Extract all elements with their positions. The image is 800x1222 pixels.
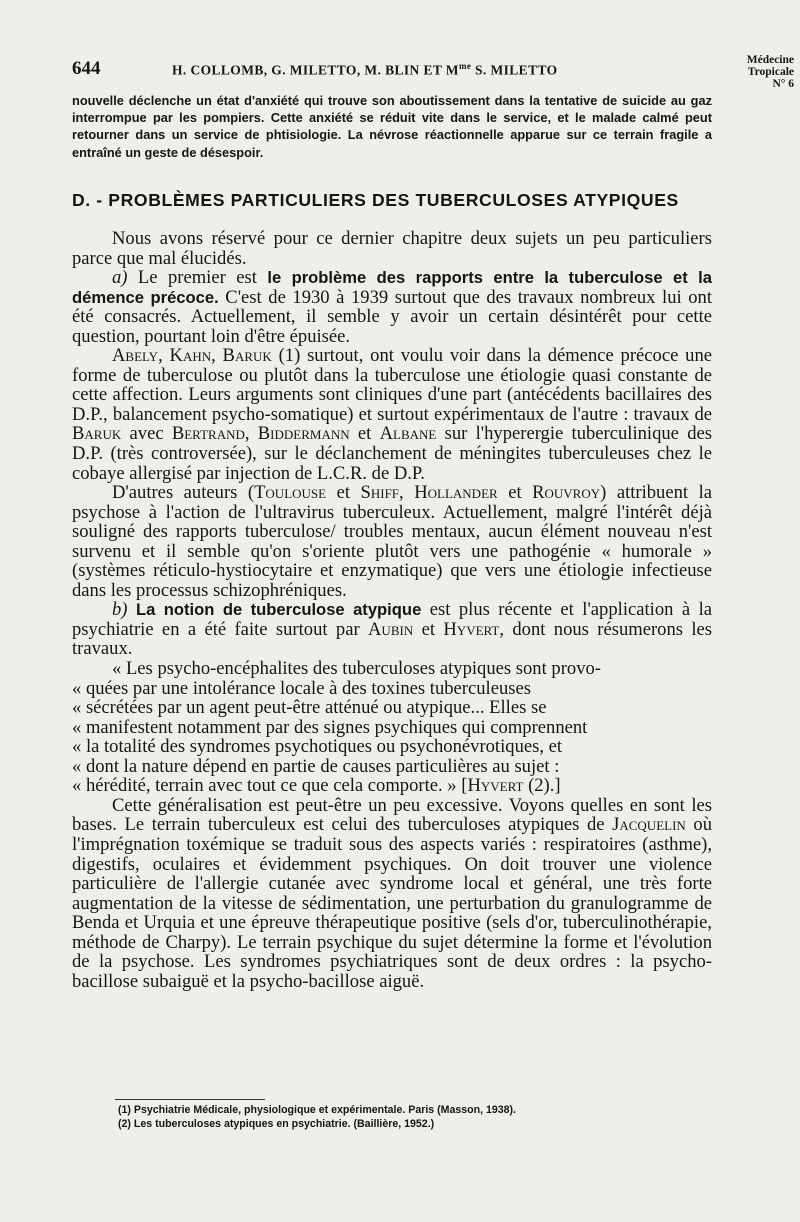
section-heading: D. - PROBLÈMES PARTICULIERS DES TUBERCULOSES ATYPIQUES <box>72 190 679 210</box>
paragraph-b: b) La notion de tuberculose atypique est plus récente et l'application à la psychiatrie en a été faite surtout par Aubin et Hyvert, dont nous résumerons les travaux. <box>72 599 713 660</box>
paragraph-abely: Abely, Kahn, Baruk (1) surtout, ont voulu voir dans la démence précoce une forme de tuberculose ou plutôt dans la tuberculose une étiologie quasi constante de cette affection. Leurs arguments sont cliniques d'une part (antécédents bacillaires des D.P., balancement psycho-somatique) et surtout expérimentaux de l'autre : travaux de Baruk avec Bertrand, Biddermann et Albane sur l'hyperergie tuberculinique des D.P. (très controversée), sur le déclanchement de méningites tuberculeuses chez le cobaye allergisé par injection de L.C.R. de D.P. <box>72 345 712 484</box>
running-head <box>72 58 712 82</box>
paragraph-generalisation: Cette généralisation est peut-être un peu excessive. Voyons quelles en sont les bases. Le terrain tuberculeux est celui des tuberculoses atypiques de Jacquelin où l'imprégnation toxémique se traduit sous des aspects variés : respiratoires (asthme), digestifs, oculaires et évidemment psychiques. On doit trouver une violence particulière de l'allergie cutanée avec syndrome local et général, une très forte augmentation de la vitesse de sédimentation, une perturbation du granulogramme de Benda et Urquia et une épreuve thérapeutique positive (sels d'or, tuberculinothérapie, méthode de Charpy). Le terrain psychique du sujet détermine la forme et l'évolution de la psychose. Les syndromes psychiatriques sont de deux ordres : la psycho-bacillose subaiguë et la psycho-bacillose aiguë. <box>72 794 712 992</box>
footnote-2: (2) Les tuberculoses atypiques en psychiatrie. (Baillière, 1952.) <box>118 1117 435 1130</box>
block-quote: « Les psycho-encéphalites des tuberculoses atypiques sont provo- « quées par une intolérance locale à des toxines tuberculeuses « sécrétées par un agent peut-être atténué ou atypique... Elles se « manifestent notamment par des signes psychiques qui comprennent « la totalité des syndromes psychotiques ou psychonévrotiques, et « dont la nature dépend en partie de causes particulières au sujet : « hérédité, terrain avec tout ce que cela comporte. » [Hyvert (2).] <box>72 658 601 797</box>
footnote-1: (1) Psychiatrie Médicale, physiologique et expérimentale. Paris (Masson, 1938). <box>118 1104 517 1116</box>
body-text <box>72 229 712 991</box>
paragraph-other-authors: D'autres auteurs (Toulouse et Shiff, Hollander et Rouvroy) attribuent la psychose à l'action de l'ultravirus tuberculeux. Actuellement, malgré l'intérêt déjà souligné des rapports tuberculose/ troubles mentaux, aucun élément nouveau n'est survenu et il semble qu'on s'oriente plutôt vers une pathogénie « humorale » (systèmes réticulo-hystiocytaire et enzymatique) que vers une étiologie infectieuse dans les processus schizophréniques. <box>72 482 712 601</box>
header-authors: H. COLLOMB, G. MILETTO, M. BLIN ET $M^{me}$ S. MILETTO <box>172 61 558 78</box>
keyword-phrase: La notion de tuberculose atypique <box>135 600 422 620</box>
keyword-phrase: le problème des rapports entre la tuberculose et la démence précoce. <box>72 268 712 307</box>
paragraph-intro: Nous avons réservé pour ce dernier chapitre deux sujets un peu particuliers parce que mal élucidés. <box>72 228 712 269</box>
intro-paragraph: nouvelle déclenche un état d'anxiété qui trouve son aboutissement dans la tentative de suicide au gaz interrompue par les pompiers. Cette anxiété se réduit vite dans le service, et le malade calmé peut retourner dans un service de phtisiologie. La névrose réactionnelle apparue sur ce terrain fragile a entraîné un geste de désespoir. <box>72 93 712 160</box>
page-number: 644 <box>72 58 101 79</box>
journal-tag: Médecine Tropicale N° 6 <box>746 54 794 90</box>
paragraph-a: a) Le premier est le problème des rapports entre la tuberculose et la démence précoce. C'est de 1930 à 1939 surtout que des travaux nombreux lui ont été consacrés. Actuellement, il semble y avoir un certain désintérêt pour cette question, pourtant loin d'être épuisée. <box>72 267 712 347</box>
footnote-rule <box>115 1099 265 1100</box>
footnotes <box>118 1104 678 1131</box>
